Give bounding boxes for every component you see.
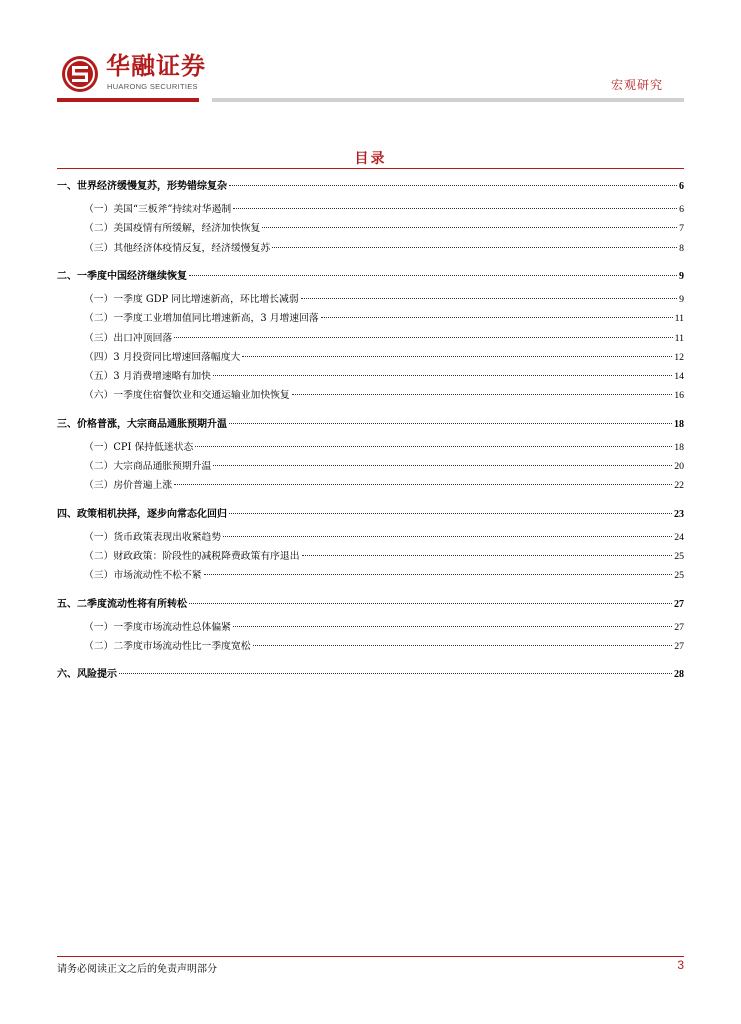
toc-entry-page: 18 [674, 418, 684, 430]
toc-entry-title: （一）一季度市场流动性总体偏紧 [84, 621, 231, 633]
company-name-cn: 华融证券 [106, 52, 206, 80]
toc-entry-page: 6 [679, 181, 684, 192]
toc-entry-title: （五）3 月消费增速略有加快 [84, 371, 211, 383]
toc-entry-title: （一）一季度 GDP 同比增速新高，环比增长减弱 [84, 293, 299, 305]
toc-section-entry[interactable] [57, 370, 684, 384]
toc-dot-leader [262, 227, 677, 228]
toc-dot-leader [174, 337, 672, 338]
toc-dot-leader [189, 603, 672, 604]
toc-section-entry[interactable] [57, 531, 684, 545]
toc-entry-page: 24 [674, 531, 684, 543]
toc-section-entry[interactable] [57, 293, 684, 307]
toc-entry-title: （二）大宗商品通胀预期升温 [84, 461, 212, 472]
toc-dot-leader [189, 275, 677, 276]
toc-dot-leader [233, 626, 672, 627]
toc-section-entry[interactable] [57, 222, 684, 236]
toc-entry-page: 20 [674, 461, 684, 472]
toc-entry-page: 6 [679, 204, 684, 215]
toc-section-entry[interactable] [57, 441, 684, 455]
toc-entry-page: 11 [674, 313, 684, 325]
toc-entry-title: （二）美国疫情有所缓解，经济加快恢复 [84, 223, 261, 235]
toc-section-entry[interactable] [57, 351, 684, 365]
toc-entry-title: （三）出口冲顶回落 [84, 332, 173, 344]
toc-dot-leader [301, 298, 677, 299]
toc-dot-leader [229, 423, 672, 424]
toc-chapter-entry[interactable] [57, 598, 684, 612]
toc-entry-page: 27 [674, 621, 684, 633]
toc-section-entry[interactable] [57, 389, 684, 403]
toc-entry-title: （四）3 月投资同比增速回落幅度大 [84, 351, 241, 363]
huarong-logo-icon [61, 55, 99, 93]
toc-entry-page: 8 [679, 242, 684, 254]
toc-entry-page: 25 [674, 550, 684, 562]
toc-entry-page: 18 [674, 441, 684, 453]
toc-entry-title: （一）货币政策表现出收紧趋势 [84, 531, 222, 543]
toc-entry-title: （三）房价普遍上涨 [84, 480, 173, 492]
toc-entry-page: 27 [674, 640, 684, 652]
toc-chapter-entry[interactable] [57, 668, 684, 682]
toc-dot-leader [223, 536, 672, 537]
toc-entry-title: 三、价格普涨，大宗商品通胀预期升温 [57, 418, 227, 430]
toc-entry-page: 11 [674, 332, 684, 344]
toc-dot-leader [119, 673, 672, 674]
toc-dot-leader [229, 513, 672, 514]
page-header [0, 0, 741, 110]
toc-dot-leader [213, 375, 672, 376]
toc-entry-page: 12 [674, 351, 684, 363]
toc-chapter-entry[interactable] [57, 418, 684, 432]
report-type-label: 宏观研究 [610, 78, 663, 92]
toc-section-entry[interactable] [57, 460, 684, 474]
toc-dot-leader [292, 394, 672, 395]
header-divider [212, 98, 684, 102]
toc-entry-page: 28 [674, 669, 684, 681]
toc-chapter-entry[interactable] [57, 508, 684, 522]
toc-section-entry[interactable] [57, 242, 684, 256]
toc-dot-leader [213, 465, 672, 466]
toc-entry-page: 22 [674, 480, 684, 492]
toc-entry-page: 9 [679, 293, 684, 305]
toc-dot-leader [195, 446, 672, 447]
page-number: 3 [677, 958, 684, 972]
toc-entry-title: （二）一季度工业增加值同比增速新高，3 月增速回落 [84, 313, 319, 325]
toc-dot-leader [233, 208, 677, 209]
company-name-en: HUARONG SECURITIES [107, 82, 198, 91]
toc-entry-page: 27 [674, 598, 684, 610]
toc-title: 目录 [354, 151, 387, 167]
toc-chapter-entry[interactable] [57, 180, 684, 194]
toc-chapter-entry[interactable] [57, 270, 684, 284]
toc-entry-page: 9 [679, 270, 684, 282]
toc-dot-leader [204, 574, 673, 575]
toc-entry-title: 二、一季度中国经济继续恢复 [57, 270, 187, 282]
toc-entry-title: （二）财政政策：阶段性的减税降费政策有序退出 [84, 550, 300, 562]
header-divider-accent [57, 98, 199, 102]
toc-dot-leader [174, 484, 672, 485]
toc-entry-title: （三）其他经济体疫情反复，经济缓慢复苏 [84, 242, 271, 254]
disclaimer-note: 请务必阅读正文之后的免责声明部分 [57, 964, 217, 975]
toc-section-entry[interactable] [57, 332, 684, 346]
toc-entry-page: 23 [674, 508, 684, 520]
toc-entry-title: （二）二季度市场流动性比一季度宽松 [84, 640, 251, 652]
toc-entry-page: 16 [674, 390, 684, 402]
toc-entry-title: （六）一季度住宿餐饮业和交通运输业加快恢复 [84, 390, 290, 402]
toc-entry-page: 14 [674, 371, 684, 383]
toc-entry-title: 五、二季度流动性将有所转松 [57, 598, 187, 610]
footer-divider [57, 956, 684, 957]
toc-dot-leader [229, 185, 677, 186]
toc-entry-page: 25 [674, 570, 684, 582]
toc-entry-title: （一）美国“三板斧”持续对华遏制 [84, 204, 232, 215]
toc-section-entry[interactable] [57, 203, 684, 217]
toc-entry-page: 7 [679, 223, 684, 235]
toc-section-entry[interactable] [57, 621, 684, 635]
toc-entry-title: （一）CPI 保持低迷状态 [84, 441, 194, 453]
toc-dot-leader [242, 356, 672, 357]
toc-entry-title: （三）市场流动性不松不紧 [84, 570, 202, 582]
toc-dot-leader [253, 645, 673, 646]
toc-dot-leader [302, 555, 673, 556]
toc-section-entry[interactable] [57, 640, 684, 654]
toc-entry-title: 四、政策相机抉择，逐步向常态化回归 [57, 508, 227, 520]
toc-entry-title: 六、风险提示 [57, 669, 117, 681]
toc-section-entry[interactable] [57, 550, 684, 564]
toc-section-entry[interactable] [57, 479, 684, 493]
toc-section-entry[interactable] [57, 569, 684, 583]
toc-section-entry[interactable] [57, 312, 684, 326]
toc-dot-leader [272, 247, 677, 248]
toc-title-divider [57, 168, 684, 169]
toc-entry-title: 一、世界经济缓慢复苏，形势错综复杂 [57, 181, 227, 192]
toc-dot-leader [321, 317, 673, 318]
